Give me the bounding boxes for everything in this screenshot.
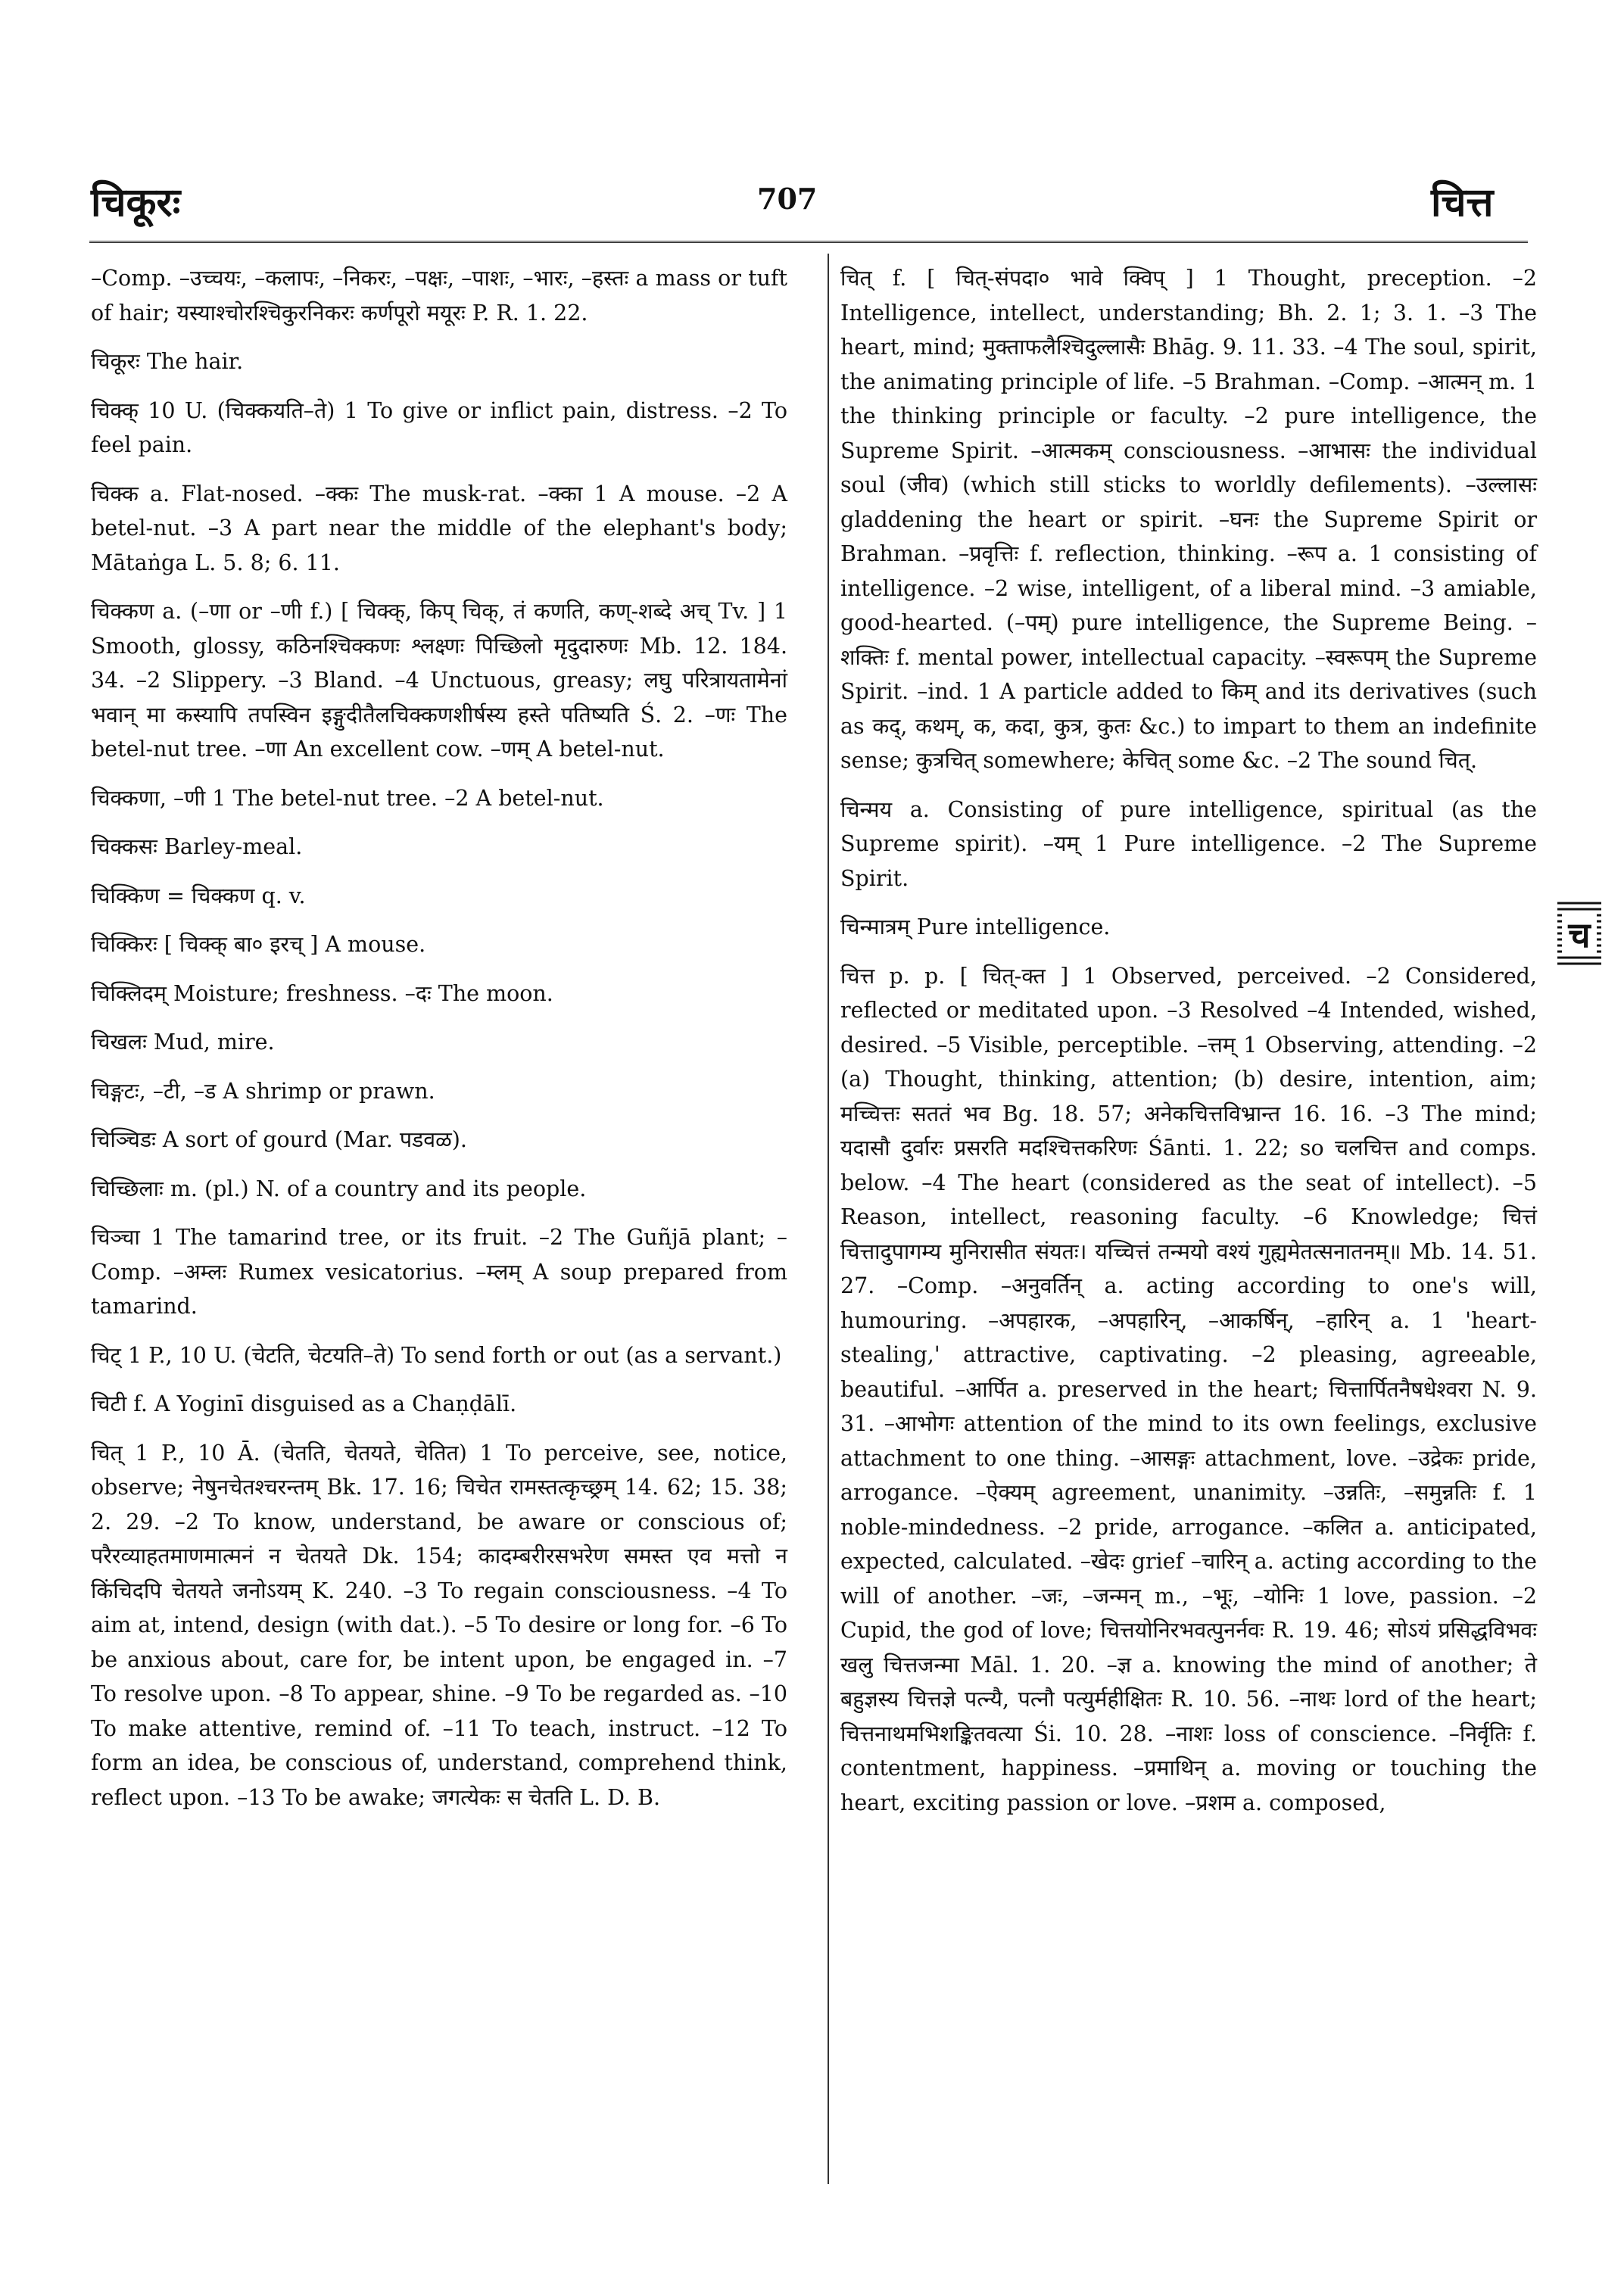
left-column bbox=[91, 261, 787, 1829]
running-head-right: चित्त bbox=[1431, 179, 1494, 226]
dictionary-entry: चिञ्चिडः A sort of gourd (Mar. पडवळ). bbox=[91, 1127, 467, 1152]
dictionary-entry: चित्त p. p. [ चित्-क्त ] 1 Observed, perceived. –2 Considered, reflected or meditated upon. –3 Resolved –4 Intended, wished, desired. –5 Visible, perceptible. –त्तम् 1 Observing, attending. –2 (a) Thought, thinking, attention; (b) desire, intention, aim; मच्चित्तः सततं भव Bg. 18. 57; अनेकचित्तविभ्रान्त 16. 16. –3 The mind; यदासौ दुर्वारः प्रसरति मदश्चित्तकरिणः Śānti. 1. 22; so चलचित्त and comps. below. –4 The heart (considered as the seat of intellect). –5 Reason, intellect, reasoning faculty. –6 Knowledge; चित्तं चित्तादुपागम्य मुनिरासीत संयतः। यच्चित्तं तन्मयो वश्यं गुह्यमेतत्सनातनम्॥ Mb. 14. 51. 27. –Comp. –अनुवर्तिन् a. acting according to one's will, humouring. –अपहारक, –अपहारिन्, –आकर्षिन्, –हारिन् a. 1 'heart-stealing,' attractive, captivating. –2 pleasing, agreeable, beautiful. –आर्पित a. preserved in the heart; चित्तार्पितनैषधेश्वरा N. 9. 31. –आभोगः attention of the mind to its own feelings, exclusive attachment to one thing. –आसङ्गः attachment, love. –उद्रेकः pride, arrogance. –ऐक्यम् agreement, unanimity. –उन्नतिः, –समुन्नतिः f. 1 noble-mindedness. –2 pride, arrogance. –कलित a. anticipated, expected, calculated. –खेदः grief –चारिन् a. acting according to the will of another. –जः, –जन्मन् m., –भूः, –योनिः 1 love, passion. –2 Cupid, the god of love; चित्तयोनिरभवत्पुनर्नवः R. 19. 46; सोऽयं प्रसिद्धविभवः खलु चित्तजन्मा Māl. 1. 20. –ज्ञ a. knowing the mind of another; ते बहुज्ञस्य चित्तज्ञे पत्न्यै, पत्नौ पत्युर्महीक्षितः R. 10. 56. –नाथः lord of the heart; चित्तनाथमभिशङ्कितवत्या Śi. 10. 28. –नाशः loss of conscience. –निर्वृतिः f. contentment, happiness. –प्रमाथिन् a. moving or touching the heart, exciting passion or love. –प्रशम a. composed, bbox=[840, 963, 1538, 1815]
dictionary-entry: चिच्छिलाः m. (pl.) N. of a country and its people. bbox=[91, 1176, 587, 1201]
dictionary-entry: चिक्कण a. (–णा or –णी f.) [ चिक्क्, किप् चिक्, तं कणति, कण्-शब्दे अच् Tv. ] 1 Smooth, glossy, कठिनश्चिक्कणः श्लक्ष्णः पिच्छिलो मृदुदारुणः Mb. 12. 184. 34. –2 Slippery. –3 Bland. –4 Unctuous, greasy; लघु परित्रायतामेनां भवान् मा कस्यापि तपस्विन इङ्गुदीतैलचिक्कणशीर्षस्य हस्ते पतिष्यति Ś. 2. –णः The betel-nut tree. –णा An excellent cow. –णम् A betel-nut. bbox=[91, 599, 787, 762]
thumb-index-tab bbox=[1556, 897, 1603, 969]
running-head-left: चिकूरः bbox=[91, 179, 181, 226]
dictionary-entry: चिङ्गटः, –टी, –ड A shrimp or prawn. bbox=[91, 1078, 435, 1104]
dictionary-entry: चिट् 1 P., 10 U. (चेटति, चेटयति–ते) To send forth or out (as a servant.) bbox=[91, 1342, 782, 1368]
dictionary-entry: चिक्क a. Flat-nosed. –क्कः The musk-rat. –क्का 1 A mouse. –2 A betel-nut. –3 A part near the middle of the elephant's body; Mātaṅga L. 5. 8; 6. 11. bbox=[91, 481, 787, 575]
dictionary-entry: –Comp. –उच्चयः, –कलापः, –निकरः, –पक्षः, –पाशः, –भारः, –हस्तः a mass or tuft of hair; यस्याश्चोरश्चिकुरनिकरः कर्णपूरो मयूरः P. R. 1. 22. bbox=[91, 266, 787, 326]
dictionary-entry: चिक्कसः Barley-meal. bbox=[91, 834, 303, 859]
dictionary-entry: चिन्मय a. Consisting of pure intelligence, spiritual (as the Supreme spirit). –यम् 1 Pure intelligence. –2 The Supreme Spirit. bbox=[840, 796, 1537, 891]
thumb-tab-graphic bbox=[1556, 897, 1603, 969]
dictionary-entry: चिञ्चा 1 The tamarind tree, or its fruit. –2 The Guñjā plant; –Comp. –अम्लः Rumex vesicatorius. –म्लम् A soup prepared from tamarind. bbox=[91, 1225, 787, 1319]
dictionary-entry: चिक्किरः [ चिक्क् बा० इरच् ] A mouse. bbox=[91, 932, 426, 957]
dictionary-entry: चित् f. [ चित्-संपदा० भावे क्विप् ] 1 Thought, preception. –2 Intelligence, intellect, understanding; Bh. 2. 1; 3. 1. –3 The heart, mind; मुक्ताफलैश्चिदुल्लासैः Bhāg. 9. 11. 33. –4 The soul, spirit, the animating principle of life. –5 Brahman. –Comp. –आत्मन् m. 1 the thinking principle or faculty. –2 pure intelligence, the Supreme Spirit. –आत्मकम् consciousness. –आभासः the individual soul (जीव) (which still sticks to worldly defilements). –उल्लासः gladdening the heart or spirit. –घनः the Supreme Spirit or Brahman. –प्रवृत्तिः f. reflection, thinking. –रूप a. 1 consisting of intelligence. –2 wise, intelligent, of a liberal mind. –3 amiable, good-hearted. (–पम्) pure intelligence, the Supreme Being. –शक्तिः f. mental power, intellectual capacity. –स्वरूपम् the Supreme Spirit. –ind. 1 A particle added to किम् and its derivatives (such as कद्, कथम्, क, कदा, कुत्र, कुतः &c.) to impart to them an indefinite sense; कुत्रचित् somewhere; केचित् some &c. –2 The sound चित्. bbox=[840, 266, 1537, 773]
thumb-tab-letter: च bbox=[1568, 914, 1591, 955]
dictionary-entry: चिक्क् 10 U. (चिक्कयति–ते) 1 To give or inflict pain, distress. –2 To feel pain. bbox=[91, 397, 787, 457]
dictionary-entry: चिक्लिदम् Moisture; freshness. –दः The moon. bbox=[91, 980, 553, 1006]
dictionary-entry: चिन्मात्रम् Pure intelligence. bbox=[840, 914, 1111, 939]
column-divider bbox=[828, 254, 829, 2184]
dictionary-entry: चित् 1 P., 10 Ā. (चेतति, चेतयते, चेतित) 1 To perceive, see, notice, observe; नेषुनचेतश्चरन्तम् Bk. 17. 16; चिचेत रामस्तत्कृच्छ्रम् 14. 62; 15. 38; 2. 29. –2 To know, understand, be aware or conscious of; परैरव्याहतमाणमात्मनं न चेतयते Dk. 154; कादम्बरीरसभरेण समस्त एव मत्तो न किंचिदपि चेतयते जनोऽयम् K. 240. –3 To regain consciousness. –4 To aim at, intend, design (with dat.). –5 To desire or long for. –6 To be anxious about, care for, be intent upon, be engaged in. –7 To resolve upon. –8 To appear, shine. –9 To be regarded as. –10 To make attentive, remind of. –11 To teach, instruct. –12 To form an idea, be conscious of, understand, comprehend think, reflect upon. –13 To be awake; जगत्येकः स चेतति L. D. B. bbox=[91, 1440, 787, 1810]
dictionary-entry: चिटी f. A Yoginī disguised as a Chaṇḍālī. bbox=[91, 1391, 517, 1416]
dictionary-entry: चिक्किण = चिक्कण q. v. bbox=[91, 883, 306, 908]
dictionary-entry: चिकूरः The hair. bbox=[91, 349, 244, 374]
header-rule bbox=[89, 241, 1528, 243]
right-column bbox=[840, 261, 1537, 1834]
dictionary-entry: चिक्कणा, –णी 1 The betel-nut tree. –2 A betel-nut. bbox=[91, 785, 604, 811]
page-number: 707 bbox=[757, 182, 818, 216]
dictionary-entry: चिखलः Mud, mire. bbox=[91, 1030, 275, 1055]
